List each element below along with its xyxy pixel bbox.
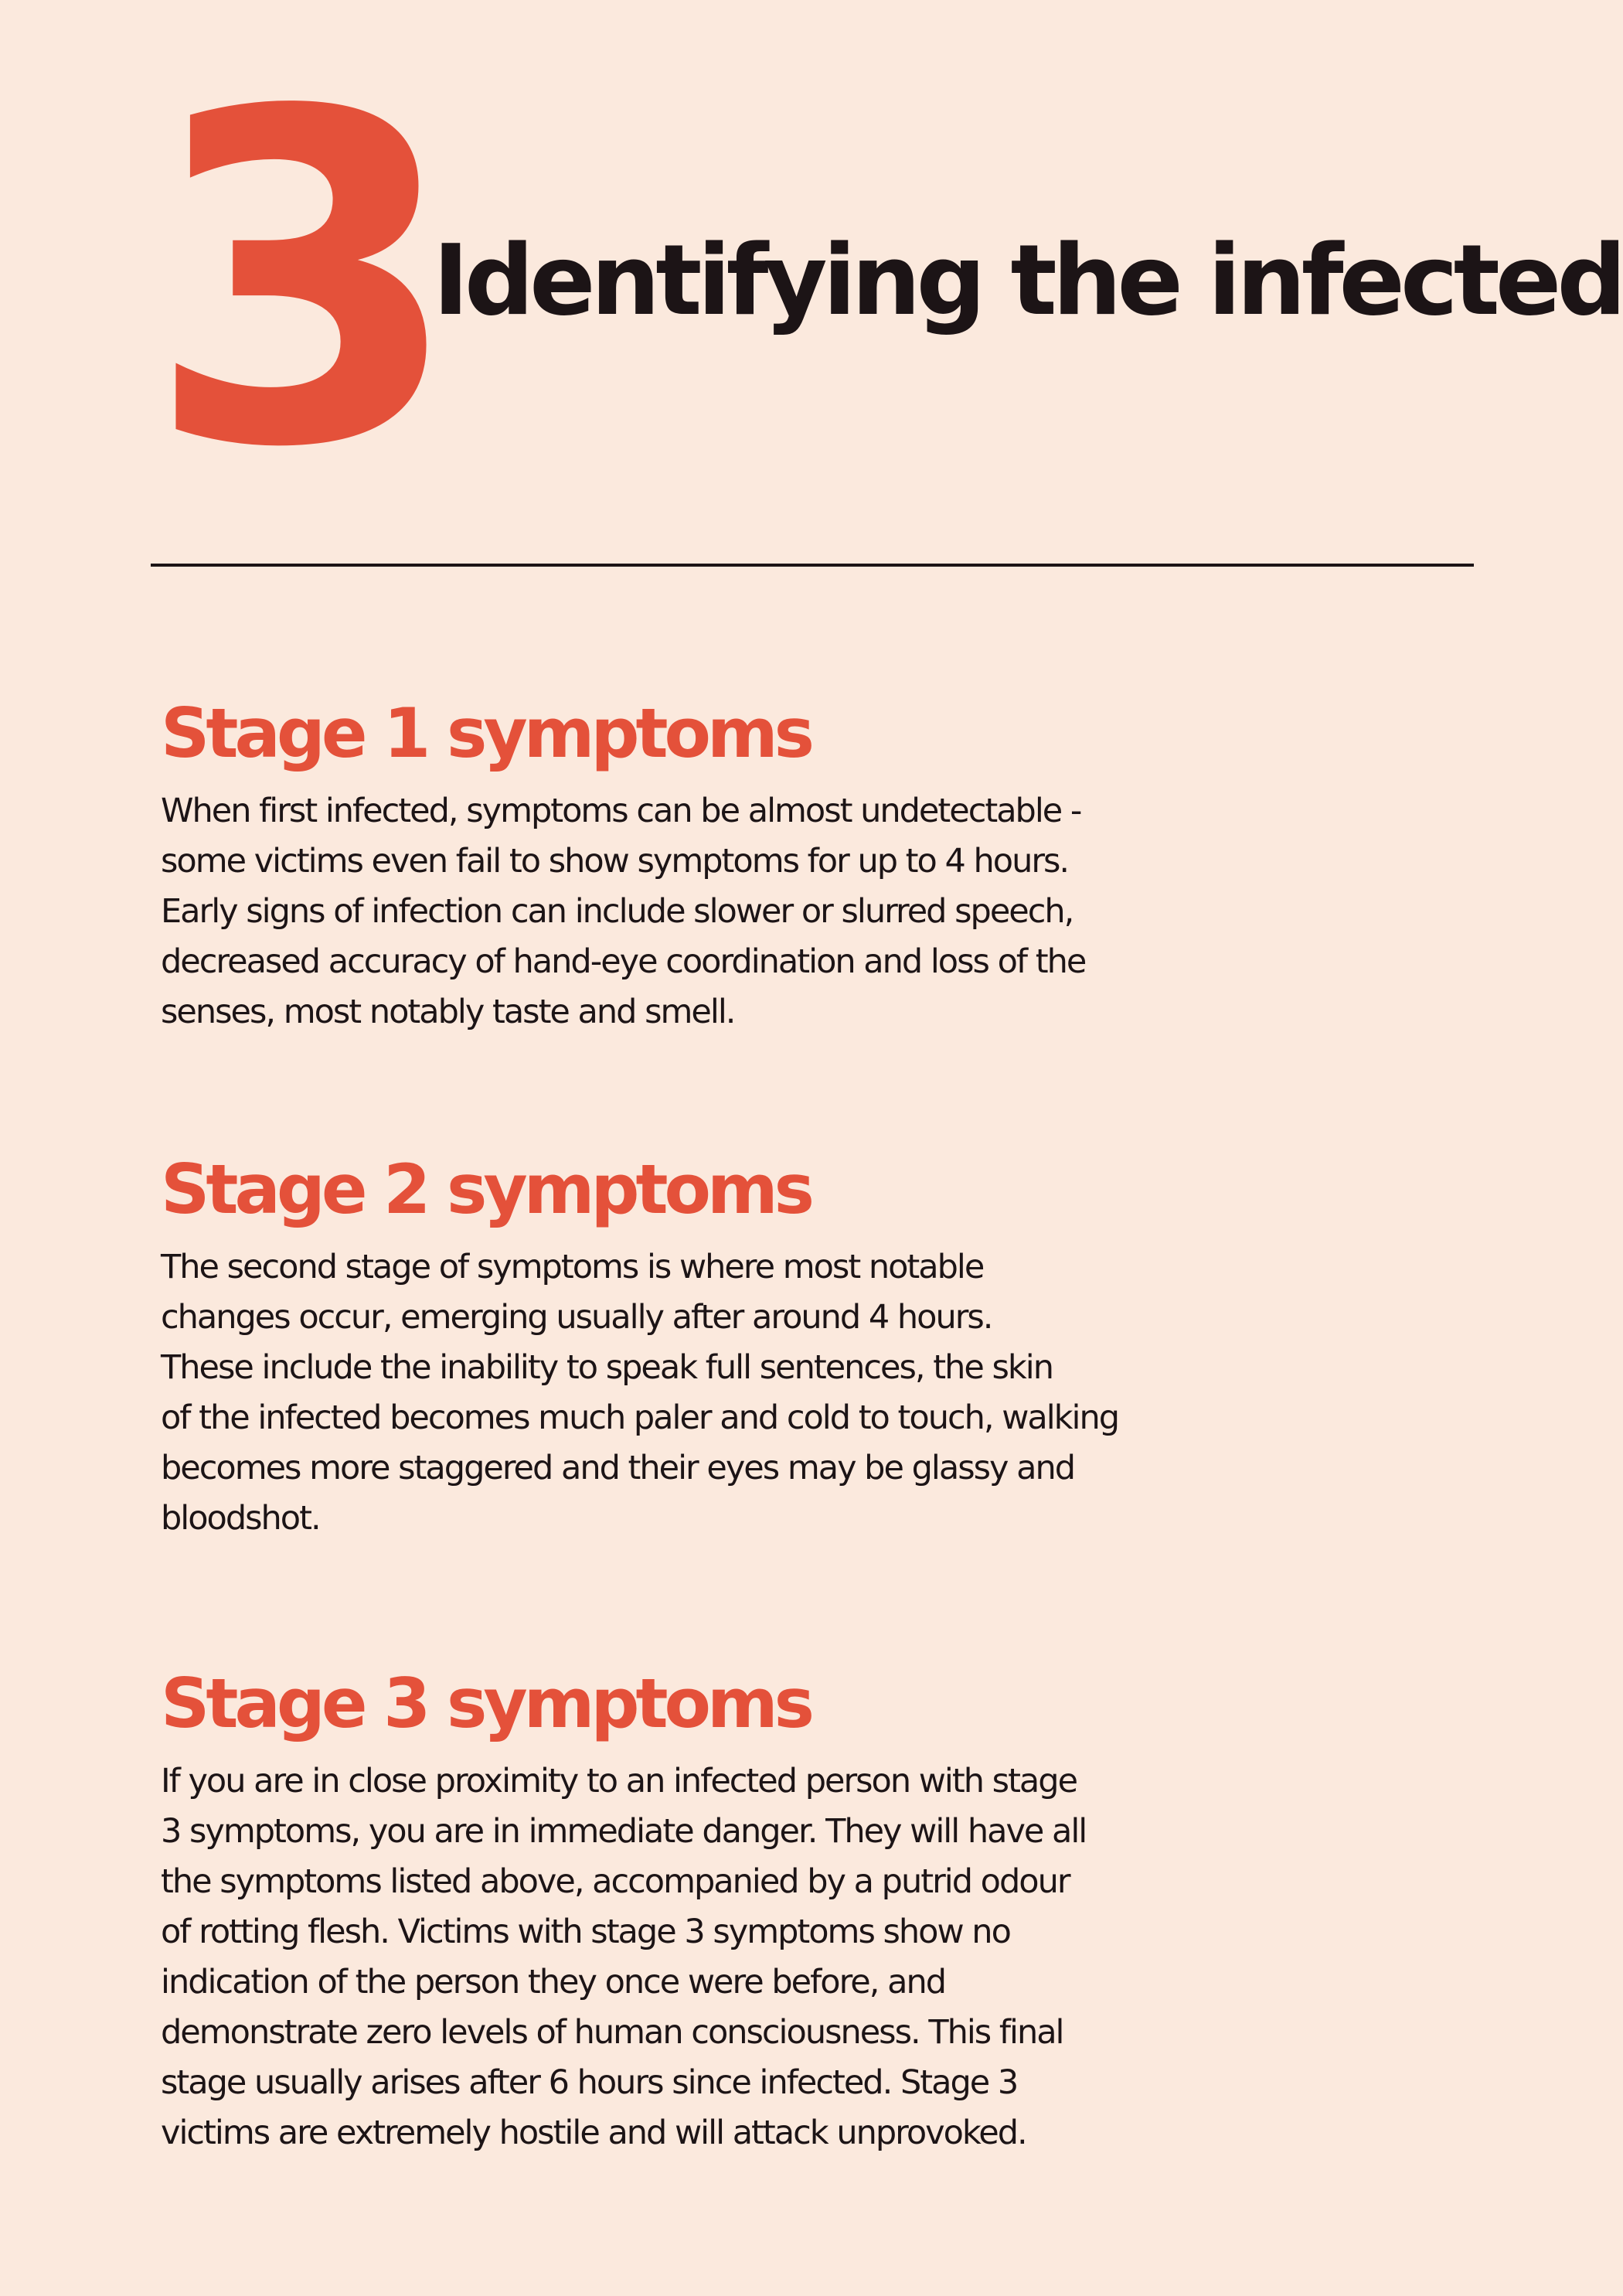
body-line: indication of the person they once were before, and <box>161 1963 945 2001</box>
page-title: Identifying the infected <box>433 223 1622 337</box>
body-line: some victims even fail to show symptoms for up to 4 hours. <box>161 842 1069 881</box>
body-line: demonstrate zero levels of human consciousness. This final <box>161 2013 1063 2052</box>
section-body <box>161 786 1366 1037</box>
body-line: Early signs of infection can include slower or slurred speech, <box>161 892 1073 931</box>
body-line: stage usually arises after 6 hours since infected. Stage 3 <box>161 2063 1018 2102</box>
section-body <box>161 1756 1366 2158</box>
body-line: If you are in close proximity to an infected person with stage <box>161 1762 1077 1800</box>
section-stage-3 <box>161 1664 1366 2158</box>
body-line: bloodshot. <box>161 1499 320 1538</box>
section-heading: Stage 2 symptoms <box>161 1150 812 1229</box>
body-line: victims are extremely hostile and will attack unprovoked. <box>161 2114 1026 2152</box>
body-line: These include the inability to speak full sentences, the skin <box>161 1348 1053 1387</box>
body-line: the symptoms listed above, accompanied by a putrid odour <box>161 1862 1070 1901</box>
body-line: When first infected, symptoms can be almost undetectable - <box>161 792 1081 830</box>
body-line: of the infected becomes much paler and cold to touch, walking <box>161 1398 1119 1437</box>
section-heading: Stage 3 symptoms <box>161 1664 812 1743</box>
body-line: changes occur, emerging usually after around 4 hours. <box>161 1298 992 1337</box>
body-line: becomes more staggered and their eyes may be glassy and <box>161 1449 1075 1487</box>
section-stage-2 <box>161 1150 1366 1544</box>
divider <box>151 564 1474 567</box>
body-line: senses, most notably taste and smell. <box>161 993 735 1031</box>
section-heading: Stage 1 symptoms <box>161 693 812 773</box>
body-line: decreased accuracy of hand-eye coordination and loss of the <box>161 942 1086 981</box>
section-stage-1 <box>161 693 1366 1037</box>
body-line: of rotting flesh. Victims with stage 3 symptoms show no <box>161 1913 1010 1951</box>
section-body <box>161 1242 1366 1544</box>
body-line: The second stage of symptoms is where most notable <box>161 1248 984 1286</box>
chapter-number: 3 <box>145 16 455 547</box>
body-line: 3 symptoms, you are in immediate danger. They will have all <box>161 1812 1087 1851</box>
